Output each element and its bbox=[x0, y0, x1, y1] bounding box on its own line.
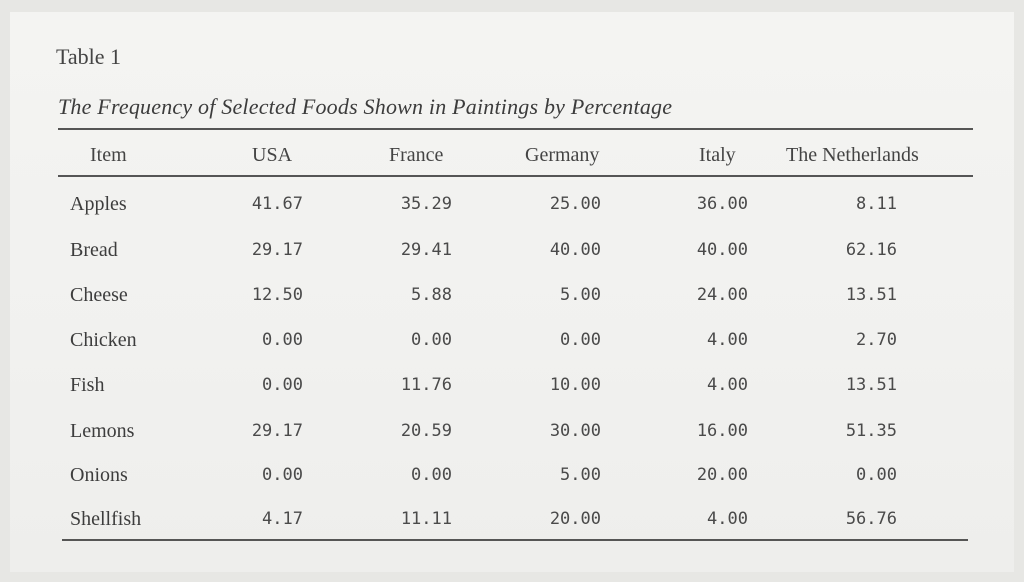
table-cell: 0.00 bbox=[262, 375, 303, 395]
table-header-rule bbox=[58, 175, 973, 177]
table-cell: 13.51 bbox=[845, 285, 897, 305]
table-cell: 0.00 bbox=[411, 330, 452, 350]
table-cell: 4.17 bbox=[262, 509, 303, 529]
row-item-label: Lemons bbox=[70, 420, 135, 442]
table-cell: 2.70 bbox=[856, 330, 897, 350]
row-item-label: Chicken bbox=[70, 329, 137, 351]
table-cell: 62.16 bbox=[845, 240, 897, 260]
table-cell: 0.00 bbox=[856, 465, 897, 485]
table-cell: 8.11 bbox=[856, 194, 897, 214]
row-item-label: Shellfish bbox=[70, 508, 142, 530]
table-label: Table 1 bbox=[56, 44, 122, 69]
column-header-the-netherlands: The Netherlands bbox=[786, 144, 919, 166]
table-cell: 36.00 bbox=[696, 194, 748, 214]
table-cell: 30.00 bbox=[549, 421, 601, 441]
table-cell: 51.35 bbox=[845, 421, 897, 441]
table-cell: 4.00 bbox=[707, 330, 748, 350]
table-cell: 56.76 bbox=[845, 509, 897, 529]
table-cell: 40.00 bbox=[696, 240, 748, 260]
table-cell: 0.00 bbox=[560, 330, 601, 350]
table-cell: 20.00 bbox=[549, 509, 601, 529]
table-cell: 11.76 bbox=[400, 375, 452, 395]
table-cell: 16.00 bbox=[696, 421, 748, 441]
table-cell: 29.17 bbox=[251, 421, 303, 441]
column-header-france: France bbox=[389, 144, 444, 166]
table-title: The Frequency of Selected Foods Shown in Paintings by Percentage bbox=[58, 94, 673, 119]
table-cell: 25.00 bbox=[549, 194, 601, 214]
column-header-italy: Italy bbox=[699, 144, 736, 166]
table-cell: 5.88 bbox=[411, 285, 452, 305]
table-cell: 13.51 bbox=[845, 375, 897, 395]
table-cell: 40.00 bbox=[549, 240, 601, 260]
column-header-germany: Germany bbox=[525, 144, 600, 166]
table-cell: 0.00 bbox=[411, 465, 452, 485]
table-cell: 12.50 bbox=[251, 285, 303, 305]
table-cell: 4.00 bbox=[707, 375, 748, 395]
column-header-usa: USA bbox=[252, 144, 293, 166]
table-cell: 20.00 bbox=[696, 465, 748, 485]
table-cell: 20.59 bbox=[400, 421, 452, 441]
table-cell: 0.00 bbox=[262, 330, 303, 350]
table-cell: 11.11 bbox=[400, 509, 452, 529]
row-item-label: Apples bbox=[70, 193, 127, 215]
table-cell: 10.00 bbox=[549, 375, 601, 395]
row-item-label: Bread bbox=[70, 239, 118, 261]
row-item-label: Cheese bbox=[70, 284, 128, 306]
table-cell: 5.00 bbox=[560, 285, 601, 305]
table-cell: 0.00 bbox=[262, 465, 303, 485]
table-cell: 35.29 bbox=[400, 194, 452, 214]
row-item-label: Onions bbox=[70, 464, 128, 486]
table-cell: 29.41 bbox=[400, 240, 452, 260]
table-cell: 4.00 bbox=[707, 509, 748, 529]
table-bottom-rule bbox=[62, 539, 968, 541]
table-cell: 24.00 bbox=[696, 285, 748, 305]
table-cell: 5.00 bbox=[560, 465, 601, 485]
table-top-rule bbox=[58, 128, 973, 130]
row-item-label: Fish bbox=[70, 374, 105, 396]
column-header-item: Item bbox=[90, 144, 127, 166]
table-cell: 29.17 bbox=[251, 240, 303, 260]
table-cell: 41.67 bbox=[251, 194, 303, 214]
